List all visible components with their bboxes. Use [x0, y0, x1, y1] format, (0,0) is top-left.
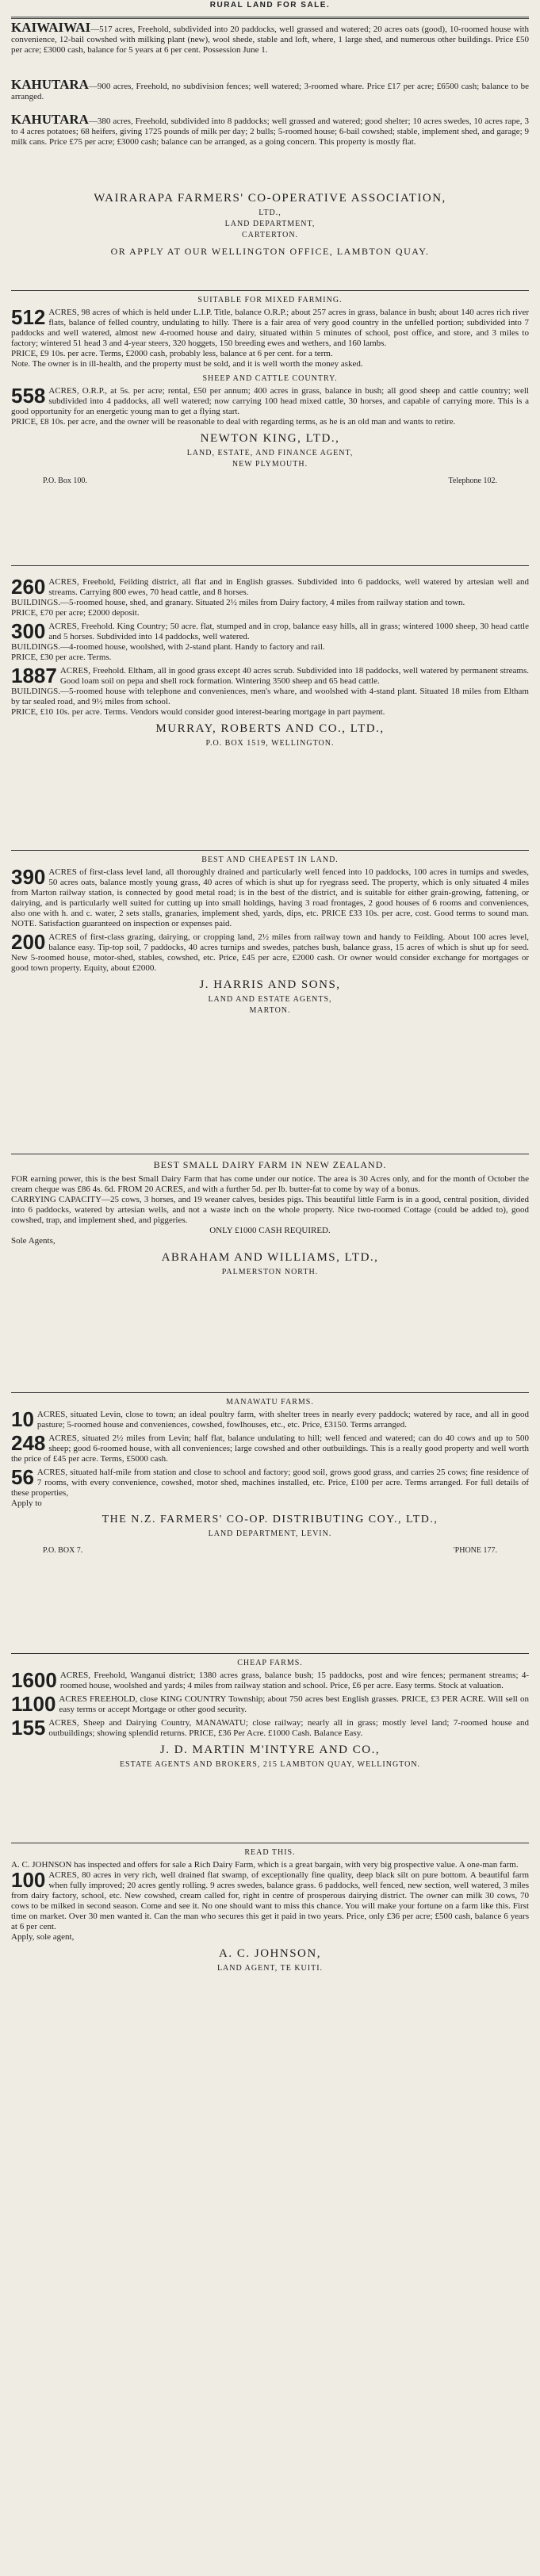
ad-murray-roberts [11, 569, 529, 847]
po-box: P.O. BOX 7. [43, 1546, 83, 1555]
listing-acreage: 56 [11, 1468, 34, 1489]
advertiser-name: J. HARRIS AND SONS, [199, 978, 341, 991]
ad-text: —517 acres, Freehold, subdivided into 20 paddocks, well grassed and watered; 20 acres oats (good), 10-roomed house with convenience, 12-bail cowshed with milking plant (new), wool shede, stable and loft, where, 1 large shed, and numerous other buildings. Price £50 per acre; £3000 cash, balance for 5 years at 6 per cent. Possession June 1. [11, 25, 529, 55]
listing [11, 1174, 529, 1246]
listing-cash: ONLY £1000 CASH REQUIRED. [209, 1226, 331, 1235]
advertiser-role: ESTATE AGENTS AND BROKERS, 215 LAMBTON QUAY, WELLINGTON. [119, 1760, 421, 1769]
listing-text: ACRES, situated half-mile from station and close to school and factory; good soil, grows good grass, and carries 25 cows; fine residence of 7 rooms, with every convenience, cowshed, motor shed, machines installed, etc. Price, £100 per acre. Terms arranged. For full details of these properties, [11, 1468, 529, 1498]
ad-kaiwaiwai [11, 22, 529, 76]
listing-intro: A. C. JOHNSON has inspected and offers for sale a Rich Dairy Farm, which is a great bargain, with very big prospective value. A one-man farm. [11, 1860, 519, 1870]
listing-price: PRICE, £30 per acre. Terms. [11, 653, 112, 662]
advertiser-dept: LAND DEPARTMENT, LEVIN. [208, 1529, 332, 1538]
listing-acreage: 300 [11, 622, 46, 643]
listing [11, 666, 529, 718]
listing [11, 1433, 529, 1464]
advertiser-wairarapa [11, 192, 529, 287]
listing-price: PRICE, £10 10s. per acre. Terms. Vendors would consider good interest-bearing mortgage in part payment. [11, 707, 385, 717]
advertiser-name: J. D. MARTIN M'INTYRE AND CO., [159, 1743, 381, 1756]
listing-text: ACRES of first-class grazing, dairying, or cropping land, 2½ miles from railway town and handy to Feilding. About 100 acres level, balance easy. Tip-top soil, 7 paddocks, 40 acres turnips and swedes, patches bush, balance grass, 15 acres of which is shut up for seed. New 5-roomed house, motor-shed, stables, cowshed, etc. Price, £45 per acre, £2000 cash. Or owner would consider exchange for mortgages or good town property. Equity, about £2000. [11, 932, 529, 973]
advertiser-town: PALMERSTON NORTH. [221, 1268, 319, 1277]
listing [11, 1671, 529, 1691]
contact-row [11, 1540, 529, 1556]
listing [11, 932, 529, 974]
advertiser-role: LAND AGENT, TE KUITI. [216, 1964, 324, 1973]
listing-text: ACRES, Freehold. Eltham, all in good grass except 40 acres scrub. Subdivided into 18 paddocks, well watered by permanent streams. Good loam soil on pepa and shell rock formation. Wintering 3500 sheep and 65 head cattle. [59, 666, 529, 686]
listing-agents: Sole Agents, [11, 1236, 56, 1246]
listing-note: Note. The owner is in ill-health, and the property must be sold, and it is well worth the money asked. [11, 359, 363, 369]
listing [11, 1410, 529, 1430]
advertiser-role: LAND, ESTATE, AND FINANCE AGENT, [186, 449, 354, 457]
ad-abraham-williams [11, 1159, 529, 1389]
listing [11, 1860, 529, 1943]
ad-newton-king [11, 296, 529, 562]
section-heading: SHEEP AND CATTLE COUNTRY. [202, 374, 338, 383]
section-heading: BEST AND CHEAPEST IN LAND. [201, 855, 339, 864]
ad-martin-mintyre [11, 1659, 529, 1839]
section-heading: MANAWATU FARMS. [226, 1398, 314, 1407]
divider [11, 1392, 529, 1393]
listing-price: PRICE, £70 per acre; £2000 deposit. [11, 608, 140, 618]
listing [11, 1694, 529, 1715]
listing-acreage: 390 [11, 867, 46, 889]
advertiser-town: CARTERTON. [241, 231, 299, 239]
listing-price: PRICE, £9 10s. per acre. Terms, £2000 cash, probably less, balance at 6 per cent. for a term. [11, 349, 333, 358]
advertiser-box: P.O. BOX 1519, WELLINGTON. [205, 739, 335, 748]
listing-acreage: 248 [11, 1433, 46, 1455]
listing-text: ACRES, Sheep and Dairying Country, MANAWATU; close railway; nearly all in grass; mostly level land; 7-roomed house and outbuildings; showing splendid returns. PRICE, £36 Per Acre. £1000 Cash. Balance Easy. [48, 1718, 529, 1738]
listing-text: CARRYING CAPACITY—25 cows, 3 horses, and 19 weaner calves, besides pigs. This beautiful little Farm is in a good, central position, divided into 6 paddocks, watered by artesian wells, and not a waste inch on the whole property. Nice two-roomed Cottage (could be added to), good cowshed, trap, and implement shed, and piggeries. [11, 1195, 529, 1225]
listing [11, 577, 529, 618]
ad-harris [11, 855, 529, 1150]
advertiser-apply: OR APPLY AT OUR WELLINGTON OFFICE, LAMBTON QUAY. [110, 246, 430, 257]
listing-buildings: BUILDINGS.—5-roomed house, shed, and granary. Situated 2½ miles from Dairy factory, 4 miles from railway station and town. [11, 598, 465, 607]
listing-text: ACRES of first-class level land, all thoroughly drained and particularly well fenced into 10 paddocks, 100 acres in turnips and swedes, 50 acres oats, balance mostly young grass, 40 acres of which is shut up for ryegrass seed. The property, which is only situated 4 miles from Marton railway station, is connected by good metal road; is in the best of the district, and is suitable for either grain-growing, fattening, or dairying, and is particularly well suited for cutting up into small holdings, having 3 road frontages, 2 good houses of 6 rooms and conveniences, also one with h. and c. water, 2 sets stalls, granaries, implement shed, yards, dips, etc. PRICE £33 10s. per acre, cost. Good terms to sound man. NOTE. Satisfaction guaranteed on inspection or expenses paid. [11, 867, 529, 928]
advertiser-ltd: LTD., [259, 209, 281, 217]
ad-lead: KAHUTARA [11, 114, 89, 127]
listing-apply: Apply to [11, 1499, 42, 1508]
listing-text: ACRES, 98 acres of which is held under L.I.P. Title, balance O.R.P.; about 257 acres in grass, balance in bush; about 140 acres rich river flats, balance of felled country, undulating to hilly. There is a fair area of very good country in the unfelled portion; subdivided into 7 paddocks and well watered, almost new 4-roomed house and dairy, situated within 5 minutes of school, post office, and store, and 3 miles to factory; wintered 51 head 3 and 4-year steers, 320 hoggets, 150 breeding ewes and wethers, and 160 lambs. [11, 308, 529, 348]
advertiser-dept: LAND DEPARTMENT, [224, 220, 316, 228]
listing-acreage: 200 [11, 932, 46, 954]
listing-acreage: 1887 [11, 666, 57, 687]
listing-acreage: 1100 [11, 1694, 56, 1715]
listing-acreage: 155 [11, 1718, 46, 1739]
listing [11, 386, 529, 427]
listing-text: ACRES, situated 2½ miles from Levin; half flat, balance undulating to hill; well fenced and watered; can do 40 cows and up to 500 sheep; good 6-roomed house, with all conveniences; large cowshed and other outbuildings. This is a really good property and well worth the price of £45 per acre. Terms, £5000 cash. [11, 1433, 529, 1464]
listing-acreage: 260 [11, 577, 46, 599]
listing-acreage: 100 [11, 1868, 46, 1892]
listing-acreage: 10 [11, 1410, 34, 1430]
listing-price: PRICE, £8 10s. per acre, and the owner will be reasonable to deal with regarding terms, as he is an old man and wants to retire. [11, 417, 456, 427]
page-header: RURAL LAND FOR SALE. [209, 1, 331, 10]
section-heading: BEST SMALL DAIRY FARM IN NEW ZEALAND. [153, 1159, 387, 1170]
listing [11, 1468, 529, 1509]
divider [11, 17, 529, 19]
advertiser-name: THE N.Z. FARMERS' CO-OP. DISTRIBUTING COY., LTD., [101, 1514, 439, 1525]
advertiser-name: NEWTON KING, LTD., [200, 432, 340, 445]
listing-text: ACRES, Freehold, Feilding district, all flat and in English grasses. Subdivided into 6 paddocks, well watered by artesian well and streams. Carrying 800 ewes, 70 head cattle, and 8 horses. [48, 577, 529, 597]
divider [11, 290, 529, 291]
section-heading: SUITABLE FOR MIXED FARMING. [197, 296, 343, 304]
listing-apply: Apply, sole agent, [11, 1932, 75, 1942]
listing-acreage: 558 [11, 386, 46, 408]
ad-kahutara-1 [11, 79, 529, 111]
ad-lead: KAHUTARA [11, 79, 89, 92]
listing [11, 308, 529, 369]
ad-johnson [11, 1848, 529, 2054]
listing-text: ACRES, situated Levin, close to town; an ideal poultry farm, with shelter trees in nearly every paddock; watered by race, and all in good pasture; 5-roomed house and conveniences, cowshed, fowlhouses, etc., etc. Price, £3150. Terms arranged. [36, 1410, 529, 1430]
advertiser-role: LAND AND ESTATE AGENTS, [208, 995, 332, 1004]
telephone: Telephone 102. [448, 477, 497, 485]
listing-text: ACRES, 80 acres in very rich, well drained flat swamp, of exceptionally fine quality, deep black silt on pure bottom. A beautiful farm when fully improved; 20 acres gently rolling. 9 acres swedes, balance grass. 6 paddocks, well fenced, new section, well watered, 3 miles from dairy factory, school, etc. New cowshed, cream called for, right in centre of prosperous dairying district. The owner can milk 30 cows, 70 cows to be milked in second season. Come and see it. No one should want to miss this chance. You will make your fortune on a farm like this. First time on market. Over 30 men wanted it. Can the man who secures this get it paid in two years. Price, only £36 per acre; £500 cash, balance 6 years at 6 per cent. [11, 1870, 529, 1931]
advertiser-name: WAIRARAPA FARMERS' CO-OPERATIVE ASSOCIATION, [94, 192, 446, 205]
section-heading: READ THIS. [244, 1848, 296, 1857]
listing-text: FOR earning power, this is the best Small Dairy Farm that has come under our notice. The area is 30 Acres only, and for the month of October the cream cheque was £86 4s. 6d. FROM 20 ACRES, and with a further 5d. per lb. butter-fat to come by way of a bonus. [11, 1174, 529, 1194]
advertiser-name: MURRAY, ROBERTS AND CO., LTD., [155, 722, 385, 735]
contact-row [11, 470, 529, 487]
listing [11, 1718, 529, 1739]
listing-acreage: 512 [11, 308, 46, 329]
listing-text: ACRES FREEHOLD, close KING COUNTRY Township; about 750 acres best English grasses. PRICE, £3 PER ACRE. Will sell on easy terms or accept Mortgage or other good security. [59, 1694, 529, 1714]
section-heading: CHEAP FARMS. [237, 1659, 303, 1667]
advertiser-name: A. C. JOHNSON, [219, 1947, 321, 1960]
advertiser-town: NEW PLYMOUTH. [232, 460, 308, 469]
ad-lead: KAIWAIWAI [11, 22, 91, 35]
advertiser-name: ABRAHAM AND WILLIAMS, LTD., [161, 1251, 379, 1264]
advertiser-town: MARTON. [249, 1006, 291, 1015]
listing-text: ACRES, O.R.P., at 5s. per acre; rental, £50 per annum; 400 acres in grass, balance in bush; all good sheep and cattle country; well subdivided into 4 paddocks, all well watered; now carrying 100 head mixed cattle, 30 horses, and capable of carrying more. This is a good opportunity for an energetic young man to get a flying start. [11, 386, 529, 416]
divider [11, 565, 529, 566]
po-box: P.O. Box 100. [43, 477, 87, 485]
listing-text: ACRES, Freehold, Wanganui district; 1380 acres grass, balance bush; 15 paddocks, post and wire fences; permanent streams; 4-roomed house, woolshed and yards; 4 miles from railway station and school. Price, £6 per acre. Easy terms. Stock at valuation. [59, 1671, 529, 1690]
telephone: 'PHONE 177. [453, 1546, 497, 1555]
listing-buildings: BUILDINGS.—4-roomed house, woolshed, with 2-stand plant. Handy to factory and rail. [11, 642, 325, 652]
ad-text: —900 acres, Freehold, no subdivision fences; well watered; 3-roomed whare. Price £17 per acre; £6500 cash; balance to be arranged. [11, 82, 529, 101]
divider [11, 1653, 529, 1654]
listing [11, 867, 529, 929]
ad-text: —380 acres, Freehold, subdivided into 8 paddocks; well grassed and watered; good shelter; 10 acres swedes, 10 acres rape, 3 to 4 acres potatoes; 68 heifers, giving 1725 pounds of milk per day; 2 bulls; 5-roomed house; 6-bail cowshed; stable, implement shed, and garage; 9 milk cans. Price £75 per acre; £3000 cash; balance can be arranged, as a going concern. This property is mostly flat. [11, 117, 529, 147]
ad-kahutara-2 [11, 114, 529, 187]
listing-acreage: 1600 [11, 1671, 57, 1691]
listing-text: ACRES, Freehold. King Country; 50 acre. flat, stumped and in crop, balance easy hills, all in grass; wintered 1000 sheep, 30 head cattle and 5 horses. Subdivided into 14 paddocks, well watered. [48, 622, 529, 641]
ad-nz-farmers [11, 1398, 529, 1650]
listing-buildings: BUILDINGS.—5-roomed house with telephone and conveniences, men's whare, and woolshed with 4-stand plant. Situated 18 miles from Eltham by tar sealed road, and 9½ miles from school. [11, 687, 529, 706]
listing [11, 622, 529, 663]
divider [11, 850, 529, 851]
